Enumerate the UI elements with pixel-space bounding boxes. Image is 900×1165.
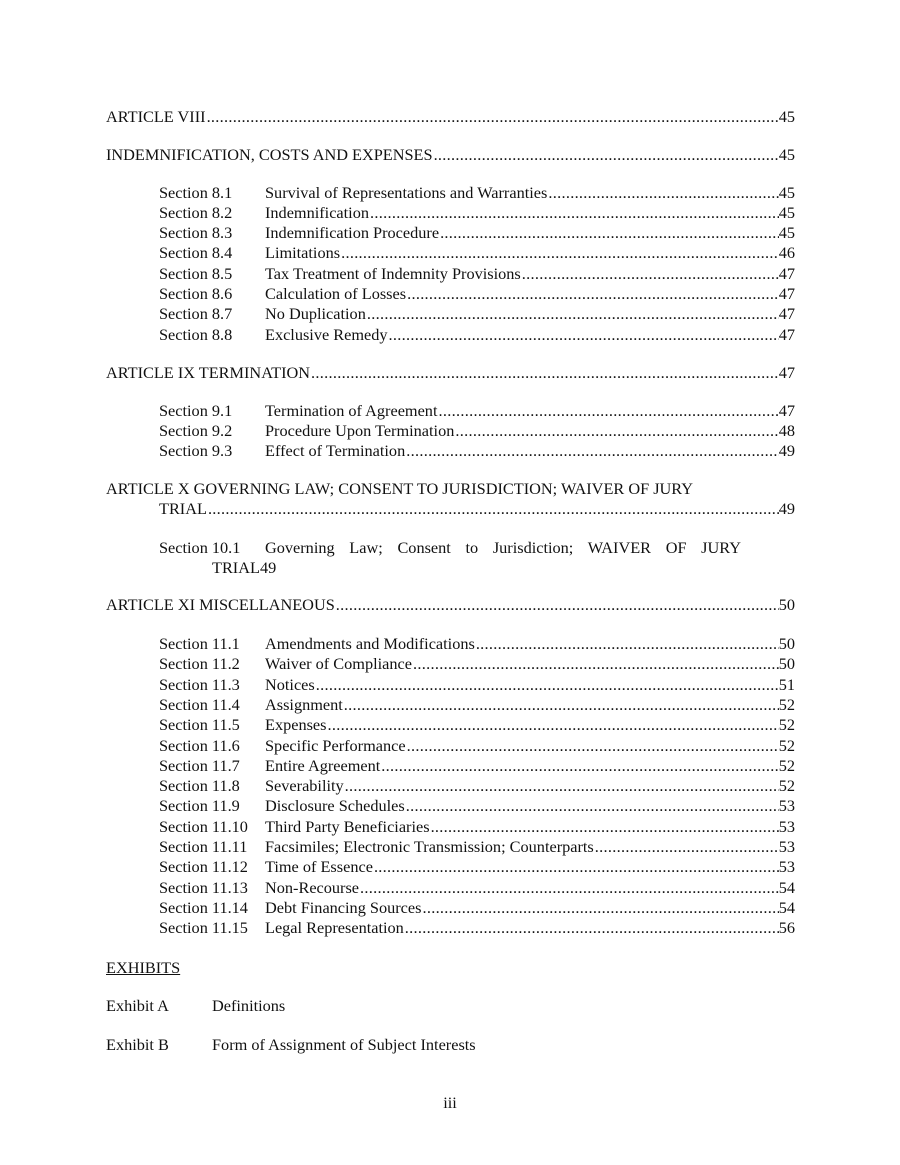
toc-entry[interactable]: [106, 363, 795, 383]
toc-entry[interactable]: [106, 145, 795, 165]
toc-entry[interactable]: [159, 736, 795, 756]
dot-leader: [406, 736, 779, 756]
page-ref: 47: [778, 401, 795, 420]
entry-title: Indemnification Procedure: [265, 223, 440, 242]
dot-leader: [412, 654, 779, 674]
toc-entry[interactable]: [159, 304, 795, 324]
toc-entry[interactable]: [159, 695, 795, 715]
page-ref: 56: [778, 918, 795, 938]
section-number: Section 11.6: [159, 735, 240, 755]
section-number: Section 11.3: [159, 674, 240, 694]
toc-entry[interactable]: [159, 756, 795, 776]
entry-title: Governing Law; Consent to Jurisdiction; WAIVER OF JURY: [265, 538, 741, 557]
entry-title: Waiver of Compliance: [265, 654, 412, 674]
page-ref: 52: [778, 776, 795, 796]
entry-title: INDEMNIFICATION, COSTS AND EXPENSES: [106, 145, 433, 164]
entry-title: Specific Performance: [265, 735, 406, 755]
toc-entry[interactable]: [159, 776, 795, 796]
entry-title: Limitations: [265, 243, 341, 262]
dot-leader: [388, 325, 779, 345]
page-ref: 49: [778, 441, 795, 460]
entry-title: No Duplication: [265, 304, 366, 323]
toc-entry[interactable]: [159, 654, 795, 674]
section-number: Section 11.11: [159, 837, 248, 856]
entry-title: ARTICLE X GOVERNING LAW; CONSENT TO JURISDICTION; WAIVER OF JURY: [106, 479, 694, 498]
page-ref: 53: [778, 816, 795, 836]
page-ref: 47: [778, 284, 795, 303]
toc-entry[interactable]: [159, 796, 795, 816]
entry-title: Legal Representation: [265, 918, 404, 938]
page-ref: 50: [778, 595, 795, 614]
entry-title: Termination of Agreement: [265, 401, 438, 420]
entry-title: Entire Agreement: [265, 755, 381, 775]
entry-title: ARTICLE XI MISCELLANEOUS: [106, 595, 335, 614]
entry-title: Effect of Termination: [265, 441, 406, 460]
entry-title: Time of Essence: [265, 857, 373, 877]
toc-entry[interactable]: [159, 634, 795, 654]
entry-title: Indemnification: [265, 203, 369, 222]
dot-leader: [437, 401, 778, 421]
toc-entry[interactable]: [159, 675, 795, 695]
toc-entry[interactable]: [159, 401, 795, 421]
toc-entry[interactable]: [159, 325, 795, 345]
dot-leader: [454, 421, 778, 441]
toc-entry[interactable]: [159, 857, 795, 877]
page-ref: 51: [778, 674, 795, 694]
dot-leader: [359, 878, 779, 898]
dot-leader: [404, 918, 779, 938]
dot-leader: [406, 284, 779, 304]
dot-leader: [433, 145, 779, 165]
page-ref: 49: [259, 558, 277, 577]
page-ref: 45: [778, 107, 795, 126]
section-number: Section 9.3: [159, 441, 233, 460]
toc-entry-continued[interactable]: [212, 558, 276, 578]
dot-leader: [207, 499, 779, 519]
section-number: Section 11.7: [159, 755, 240, 775]
page-ref: 47: [778, 325, 795, 344]
section-number: Section 11.4: [159, 694, 240, 714]
toc-entry[interactable]: [106, 595, 795, 615]
section-number: Section 11.2: [159, 654, 240, 674]
dot-leader: [344, 776, 779, 796]
page-ref: 47: [778, 304, 795, 323]
toc-entry[interactable]: [159, 183, 795, 203]
exhibit-a-label: Exhibit A: [106, 996, 169, 1015]
dot-leader: [475, 634, 779, 654]
page-ref: 50: [778, 634, 795, 653]
section-number: Section 8.7: [159, 304, 233, 323]
toc-entry[interactable]: [159, 715, 795, 735]
entry-title: Tax Treatment of Indemnity Provisions: [265, 264, 521, 283]
toc-entry[interactable]: [159, 243, 795, 263]
page-ref: 52: [778, 755, 795, 775]
dot-leader: [521, 264, 779, 284]
toc-entry[interactable]: [159, 223, 795, 243]
entry-title: ARTICLE VIII: [106, 107, 206, 126]
dot-leader: [430, 817, 779, 837]
page-ref: 47: [778, 264, 795, 283]
dot-leader: [310, 363, 779, 383]
exhibits-heading: EXHIBITS: [106, 958, 181, 977]
toc-entry[interactable]: [159, 421, 795, 441]
section-number: Section 8.6: [159, 284, 233, 303]
dot-leader: [369, 203, 779, 223]
entry-title: Expenses: [265, 715, 327, 735]
section-number: Section 11.8: [159, 776, 240, 796]
page-ref: 53: [778, 857, 795, 877]
exhibit-a-title: Definitions: [212, 996, 286, 1015]
page-ref: 52: [778, 715, 795, 735]
toc-entry[interactable]: [159, 878, 795, 898]
dot-leader: [315, 675, 779, 695]
toc-entry[interactable]: [159, 264, 795, 284]
entry-title: Notices: [265, 674, 315, 694]
dot-leader: [405, 796, 779, 816]
page-ref: 54: [778, 897, 795, 917]
page-number: iii: [443, 1093, 457, 1112]
entry-title: Severability: [265, 776, 344, 796]
dot-leader: [373, 857, 779, 877]
entry-title: Debt Financing Sources: [265, 897, 422, 917]
dot-leader: [380, 756, 778, 776]
section-number: Section 8.8: [159, 325, 233, 344]
page-ref: 50: [778, 654, 795, 674]
toc-entry[interactable]: [106, 107, 795, 127]
toc-entry[interactable]: [159, 203, 795, 223]
page-ref: 45: [778, 183, 795, 202]
section-number: Section 11.15: [159, 918, 248, 938]
toc-entry[interactable]: [159, 441, 795, 461]
entry-title: Disclosure Schedules: [265, 796, 405, 816]
exhibit-b-label: Exhibit B: [106, 1035, 169, 1054]
section-number: Section 11.1: [159, 634, 240, 653]
toc-entry[interactable]: [159, 898, 795, 918]
section-number: Section 11.9: [159, 796, 240, 816]
entry-title: Procedure Upon Termination: [265, 421, 455, 440]
toc-entry[interactable]: [159, 499, 795, 519]
entry-title: Calculation of Losses: [265, 284, 407, 303]
section-number: Section 8.1: [159, 183, 233, 202]
section-number: Section 11.10: [159, 816, 248, 836]
page-ref: 54: [778, 877, 795, 897]
page-ref: 48: [778, 421, 795, 440]
entry-title-continued: TRIAL: [159, 499, 207, 518]
page-ref: 46: [778, 243, 795, 262]
dot-leader: [206, 107, 779, 127]
section-number: Section 11.14: [159, 897, 248, 917]
dot-leader: [405, 441, 779, 461]
section-number: Section 10.1: [159, 538, 241, 557]
entry-title: Survival of Representations and Warranties: [265, 183, 548, 202]
entry-title: Third Party Beneficiaries: [265, 816, 430, 836]
dot-leader: [340, 243, 779, 263]
dot-leader: [335, 595, 779, 615]
entry-title: Non-Recourse: [265, 877, 360, 897]
entry-title-continued: TRIAL: [212, 558, 260, 577]
section-number: Section 9.1: [159, 401, 233, 420]
section-number: Section 8.3: [159, 223, 233, 242]
page-ref: 45: [778, 145, 795, 164]
exhibit-b-title: Form of Assignment of Subject Interests: [212, 1035, 476, 1054]
entry-title: Amendments and Modifications: [265, 634, 475, 653]
section-number: Section 11.12: [159, 857, 248, 877]
toc-entry[interactable]: [159, 837, 795, 857]
dot-leader: [327, 715, 779, 735]
entry-title: ARTICLE IX TERMINATION: [106, 363, 311, 382]
section-number: Section 8.2: [159, 203, 233, 222]
toc-entry[interactable]: [159, 918, 795, 938]
section-number: Section 11.13: [159, 877, 248, 897]
dot-leader: [343, 695, 779, 715]
page-ref: 52: [778, 694, 795, 714]
entry-title: Facsimiles; Electronic Transmission; Counterparts: [265, 837, 594, 856]
page-ref: 53: [778, 837, 795, 856]
dot-leader: [547, 183, 778, 203]
page-ref: 45: [778, 223, 795, 242]
dot-leader: [421, 898, 778, 918]
page-ref: 53: [778, 796, 795, 816]
section-number: Section 11.5: [159, 715, 240, 735]
page-ref: 52: [778, 735, 795, 755]
section-number: Section 9.2: [159, 421, 233, 440]
toc-entry[interactable]: [159, 538, 741, 558]
entry-title: Assignment: [265, 694, 343, 714]
page-ref: 45: [778, 203, 795, 222]
toc-entry[interactable]: [159, 817, 795, 837]
section-number: Section 8.5: [159, 264, 233, 283]
dot-leader: [439, 223, 779, 243]
dot-leader: [366, 304, 779, 324]
section-number: Section 8.4: [159, 243, 233, 262]
page-ref: 49: [778, 499, 795, 518]
entry-title: Exclusive Remedy: [265, 325, 388, 344]
dot-leader: [594, 837, 779, 857]
toc-entry[interactable]: [159, 284, 795, 304]
page-ref: 47: [778, 363, 795, 382]
